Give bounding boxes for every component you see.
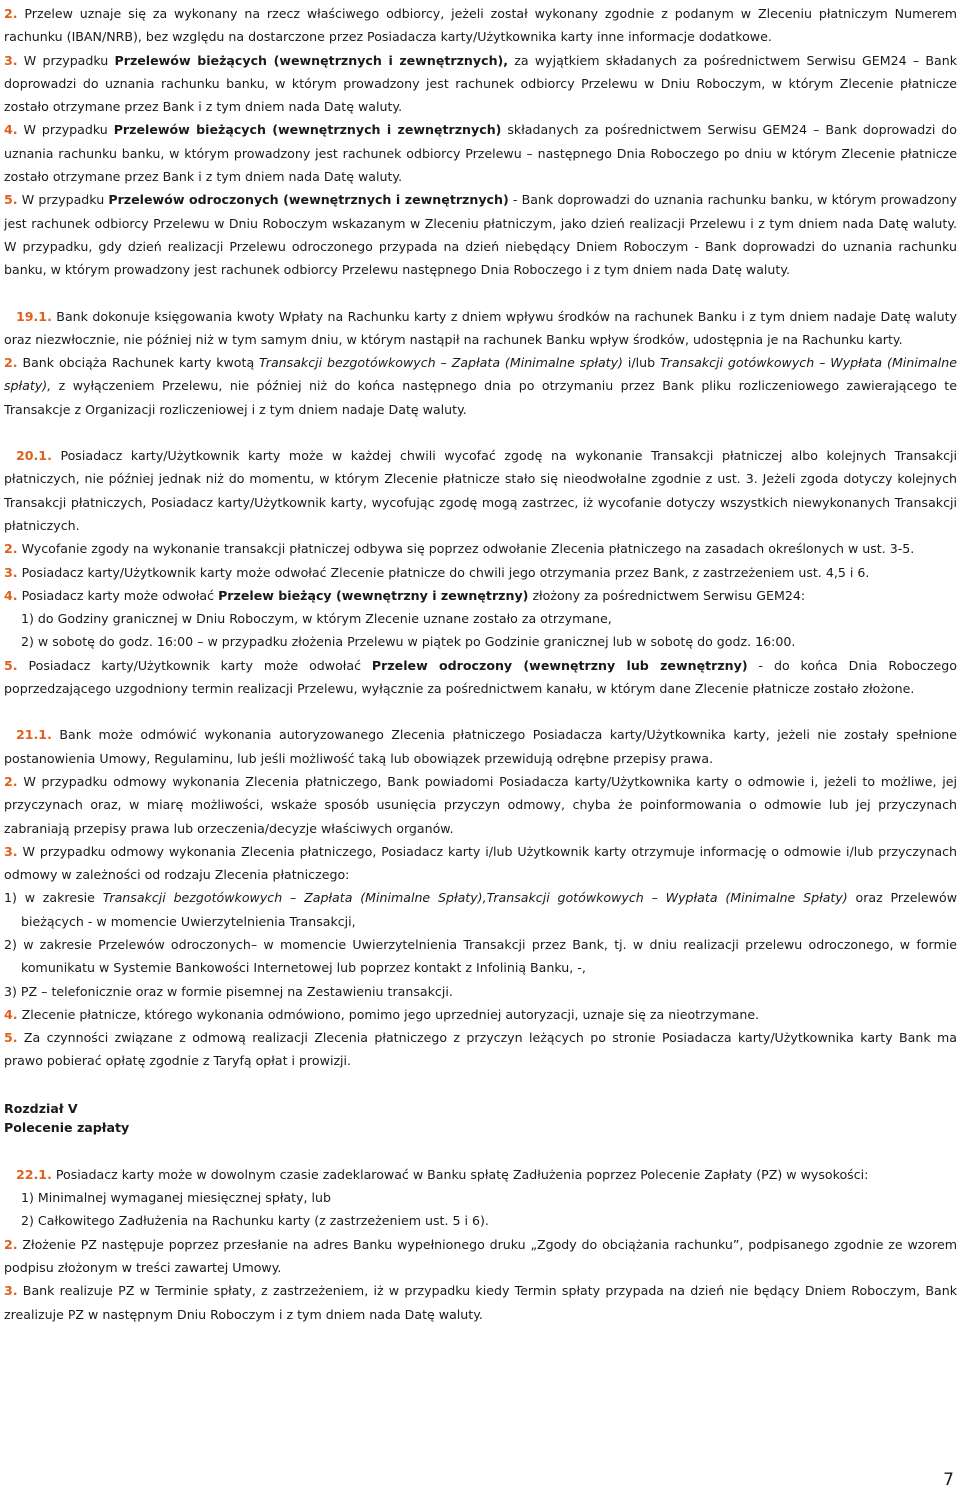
list-item: 1) do Godziny granicznej w Dniu Roboczym, w którym Zlecenie uznane zostało za otrzymane,: [21, 611, 612, 627]
bold-term: Przelewów bieżących (wewnętrznych i zewnętrznych): [113, 122, 502, 138]
list-item: 1) Minimalnej wymaganej miesięcznej spłaty, lub: [21, 1190, 331, 1206]
item-number: 5.: [4, 657, 18, 673]
section-20-4: [4, 584, 957, 607]
page-number: 7: [943, 1470, 954, 1490]
italic-term: Transakcji gotówkowych – Wypłata (Minimalne spłaty),: [4, 355, 958, 394]
paragraph-text: Bank realizuje PZ w Terminie spłaty, z zastrzeżeniem, iż w przypadku kiedy Termin spłaty przypada na dzień nie będący Dniem Roboczym, Bank zrealizuje PZ w następnym Dniu Roboczym i z tym dniem nada Datę waluty.: [4, 1283, 957, 1322]
section-19-2: [4, 351, 957, 421]
chapter-title: Rozdział V: [4, 1100, 78, 1116]
list-item: [4, 886, 957, 933]
section-20-1: [4, 444, 957, 537]
paragraph-2: [4, 2, 957, 49]
paragraph-text: Przelew uznaje się za wykonany na rzecz właściwego odbiorcy, jeżeli został wykonany zgodnie z podanym w Zleceniu płatniczym Numerem rachunku (IBAN/NRB), bez względu na dostarczone przez Posiadacza karty/Użytkownika karty inne informacje dodatkowe.: [4, 6, 957, 45]
item-number: 4.: [4, 122, 18, 138]
italic-term: Transakcji bezgotówkowych – Zapłata (Minimalne Spłaty),Transakcji gotówkowych – Wypłata (Minimalne Spłaty): [102, 890, 848, 906]
item-number: 20.1.: [16, 448, 52, 464]
item-number: 22.1.: [16, 1166, 52, 1182]
list-item: 2) Całkowitego Zadłużenia na Rachunku karty (z zastrzeżeniem ust. 5 i 6).: [21, 1213, 489, 1229]
document-page: [4, 2, 957, 1326]
item-number: 3.: [4, 843, 18, 859]
paragraph-3: [4, 49, 957, 119]
list-item: 2) w zakresie Przelewów odroczonych– w momencie Uwierzytelnienia Transakcji przez Bank, tj. w dniu realizacji przelewu odroczonego, w formie komunikatu w Systemie Bankowości Internetowej lub poprzez kontakt z Infolinią Banku, -,: [4, 936, 957, 976]
list-text: 1) w zakresie: [4, 890, 103, 906]
italic-term: Transakcji bezgotówkowych – Zapłata (Minimalne spłaty): [259, 355, 623, 371]
item-number: 2.: [4, 1236, 18, 1252]
item-number: 2.: [4, 541, 18, 557]
item-number: 2.: [4, 6, 18, 21]
paragraph-text: Posiadacz karty może w dowolnym czasie zadeklarować w Banku spłatę Zadłużenia poprzez Polecenie Zapłaty (PZ) w wysokości:: [51, 1166, 869, 1182]
paragraph-text: Złożenie PZ następuje poprzez przesłanie na adres Banku wypełnionego druku „Zgody do obciążania rachunku”, podpisanego zgodnie ze wzorem podpisu złożonym w treści zawartej Umowy.: [4, 1236, 957, 1275]
bold-term: Przelew bieżący (wewnętrzny i zewnętrzny): [218, 587, 529, 603]
list-item: 3) PZ – telefonicznie oraz w formie pisemnej na Zestawieniu transakcji.: [4, 983, 453, 999]
bold-term: Przelewów odroczonych (wewnętrznych i zewnętrznych): [108, 192, 509, 208]
paragraph-text: Bank może odmówić wykonania autoryzowanego Zlecenia płatniczego Posiadacza karty/Użytkownika karty, jeżeli nie zostały spełnione postanowienia Umowy, Regulaminu, lub jeśli możliwość taką lub obowiązek przewidują odrębne przepisy prawa.: [4, 727, 957, 766]
section-20-5: [4, 654, 957, 701]
paragraph-text: składanych za pośrednictwem Serwisu GEM24 – Bank doprowadzi do uznania rachunku banku, w którym prowadzony jest rachunek odbiorcy Przelewu – następnego Dnia Roboczego po dniu w którym Zlecenie płatnicze zostało otrzymane przez Bank i z tym dniem nada Datę waluty.: [4, 122, 957, 185]
section-21-1: [4, 723, 957, 770]
paragraph-text: W przypadku: [17, 192, 109, 208]
paragraph-text: Za czynności związane z odmową realizacji Zlecenia płatniczego z przyczyn leżących po stronie Posiadacza karty/Użytkownika karty Bank ma prawo pobierać opłatę zgodnie z Taryfą opłat i prowizji.: [4, 1030, 957, 1069]
section-21-4: [4, 1003, 957, 1026]
item-number: 3.: [4, 52, 18, 68]
paragraph-text: za wyjątkiem składanych za pośrednictwem Serwisu GEM24 – Bank doprowadzi do uznania rachunku banku, w którym prowadzony jest rachunek odbiorcy Przelewu w Dniu Roboczym, w którym Zlecenie płatnicze zostało otrzymane przez Bank i z tym dniem nada Datę waluty.: [4, 52, 957, 115]
item-number: 4.: [4, 587, 18, 603]
paragraph-text: Posiadacz karty może odwołać: [17, 587, 219, 603]
paragraph-text: W przypadku odmowy wykonania Zlecenia płatniczego, Posiadacz karty i/lub Użytkownik karty otrzymuje informację o odmowie i/lub przyczynach odmowy w zależności od rodzaju Zlecenia płatniczego:: [4, 843, 957, 883]
section-22-3: [4, 1279, 957, 1326]
bold-term: Przelew odroczony (wewnętrzny lub zewnętrzny): [371, 657, 748, 673]
paragraph-text: Bank obciąża Rachunek karty kwotą: [17, 355, 260, 371]
chapter-subtitle: Polecenie zapłaty: [4, 1119, 130, 1135]
item-number: 5.: [4, 192, 18, 208]
section-21-3: [4, 840, 957, 887]
item-number: 5.: [4, 1030, 18, 1046]
paragraph-text: Posiadacz karty/Użytkownik karty może odwołać: [17, 657, 372, 673]
section-21-2: [4, 770, 957, 840]
item-number: 4.: [4, 1006, 18, 1022]
item-number: 3.: [4, 564, 18, 580]
paragraph-text: z wyłączeniem Przelewu, nie później niż do końca następnego dnia po otrzymaniu przez Bank pliku rozliczeniowego zawierającego te Transakcje z Organizacji rozliczeniowej i z tym dniem nadaje Datę waluty.: [4, 378, 957, 417]
bold-term: Przelewów bieżących (wewnętrznych i zewnętrznych),: [114, 52, 509, 68]
list-item: 2) w sobotę do godz. 16:00 – w przypadku złożenia Przelewu w piątek po Godzinie granicznej lub w sobotę do godz. 16:00.: [21, 634, 796, 650]
item-number: 2.: [4, 773, 18, 789]
item-number: 3.: [4, 1283, 18, 1299]
paragraph-text: W przypadku: [17, 122, 114, 138]
section-19-1: [4, 305, 957, 352]
paragraph-text: Zlecenie płatnicze, którego wykonania odmówiono, pomimo jego uprzedniej autoryzacji, uznaje się za nieotrzymane.: [17, 1006, 760, 1022]
paragraph-text: - Bank doprowadzi do uznania rachunku banku, w którym prowadzony jest rachunek odbiorcy Przelewu w Dniu Roboczym wskazanym w Zleceniu płatniczym, jako dzień realizacji Przelewu i z tym dniem nada Datę waluty. W przypadku, gdy dzień realizacji Przelewu odroczonego przypada na dzień niebędący Dniem Roboczym - Bank doprowadzi do uznania rachunku banku, w którym prowadzony jest rachunek odbiorcy Przelewu następnego Dnia Roboczego i z tym dniem nada Datę waluty.: [4, 192, 957, 278]
paragraph-text: złożony za pośrednictwem Serwisu GEM24:: [528, 587, 806, 603]
paragraph-text: W przypadku odmowy wykonania Zlecenia płatniczego, Bank powiadomi Posiadacza karty/Użytkownika karty o odmowie i, jeżeli to możliwe, jej przyczynach oraz, w miarę możliwości, wskaże sposób usunięcia przyczyn odmowy, chyba że poinformowania o odmowie lub jej przyczynach zabraniają przepisy prawa lub orzeczenia/decyzje właściwych organów.: [4, 773, 957, 836]
item-number: 21.1.: [16, 727, 52, 743]
paragraph-text: - do końca Dnia Roboczego poprzedzającego uzgodniony termin realizacji Przelewu, wyłącznie za pośrednictwem kanału, w którym dane Zlecenie płatnicze zostało złożone.: [4, 657, 957, 697]
section-22-2: [4, 1233, 957, 1280]
item-number: 19.1.: [16, 308, 52, 324]
list-text: oraz Przelewów bieżących - w momencie Uwierzytelnienia Transakcji,: [21, 890, 957, 929]
paragraph-4: [4, 118, 957, 188]
section-22-1: [4, 1163, 957, 1186]
section-20-3: [4, 561, 957, 584]
paragraph-text: W przypadku: [17, 52, 115, 68]
paragraph-text: Wycofanie zgody na wykonanie transakcji płatniczej odbywa się poprzez odwołanie Zlecenia płatniczego na zasadach określonych w ust. 3-5.: [17, 541, 915, 557]
paragraph-text: Posiadacz karty/Użytkownik karty może odwołać Zlecenie płatnicze do chwili jego otrzymania przez Bank, z zastrzeżeniem ust. 4,5 i 6.: [17, 564, 870, 580]
section-20-2: [4, 537, 957, 560]
paragraph-text: Bank dokonuje księgowania kwoty Wpłaty na Rachunku karty z dniem wpływu środków na rachunek Banku i z tym dniem nadaje Datę waluty oraz niezwłocznie, nie później niż w tym samym dniu, w którym nastąpił na rachunek Banku wpływ środków, udostępnia je na Rachunku karty.: [4, 308, 957, 347]
item-number: 2.: [4, 355, 18, 371]
paragraph-5: [4, 188, 957, 281]
paragraph-text: Posiadacz karty/Użytkownik karty może w każdej chwili wycofać zgodę na wykonanie Transakcji płatniczej albo kolejnych Transakcji płatniczych, nie później jednak niż do momentu, w którym Zlecenie płatnicze stało się nieodwołalne zgodnie z ust. 3. Jeżeli zgoda dotyczy kolejnych Transakcji płatniczych, Posiadacz karty/Użytkownik karty, wycofując zgodę mogą zastrzec, iż wycofanie dotyczy wszystkich niewykonanych Transakcji płatniczych.: [4, 448, 957, 533]
paragraph-text: i/lub: [622, 355, 660, 371]
section-21-5: [4, 1026, 957, 1073]
